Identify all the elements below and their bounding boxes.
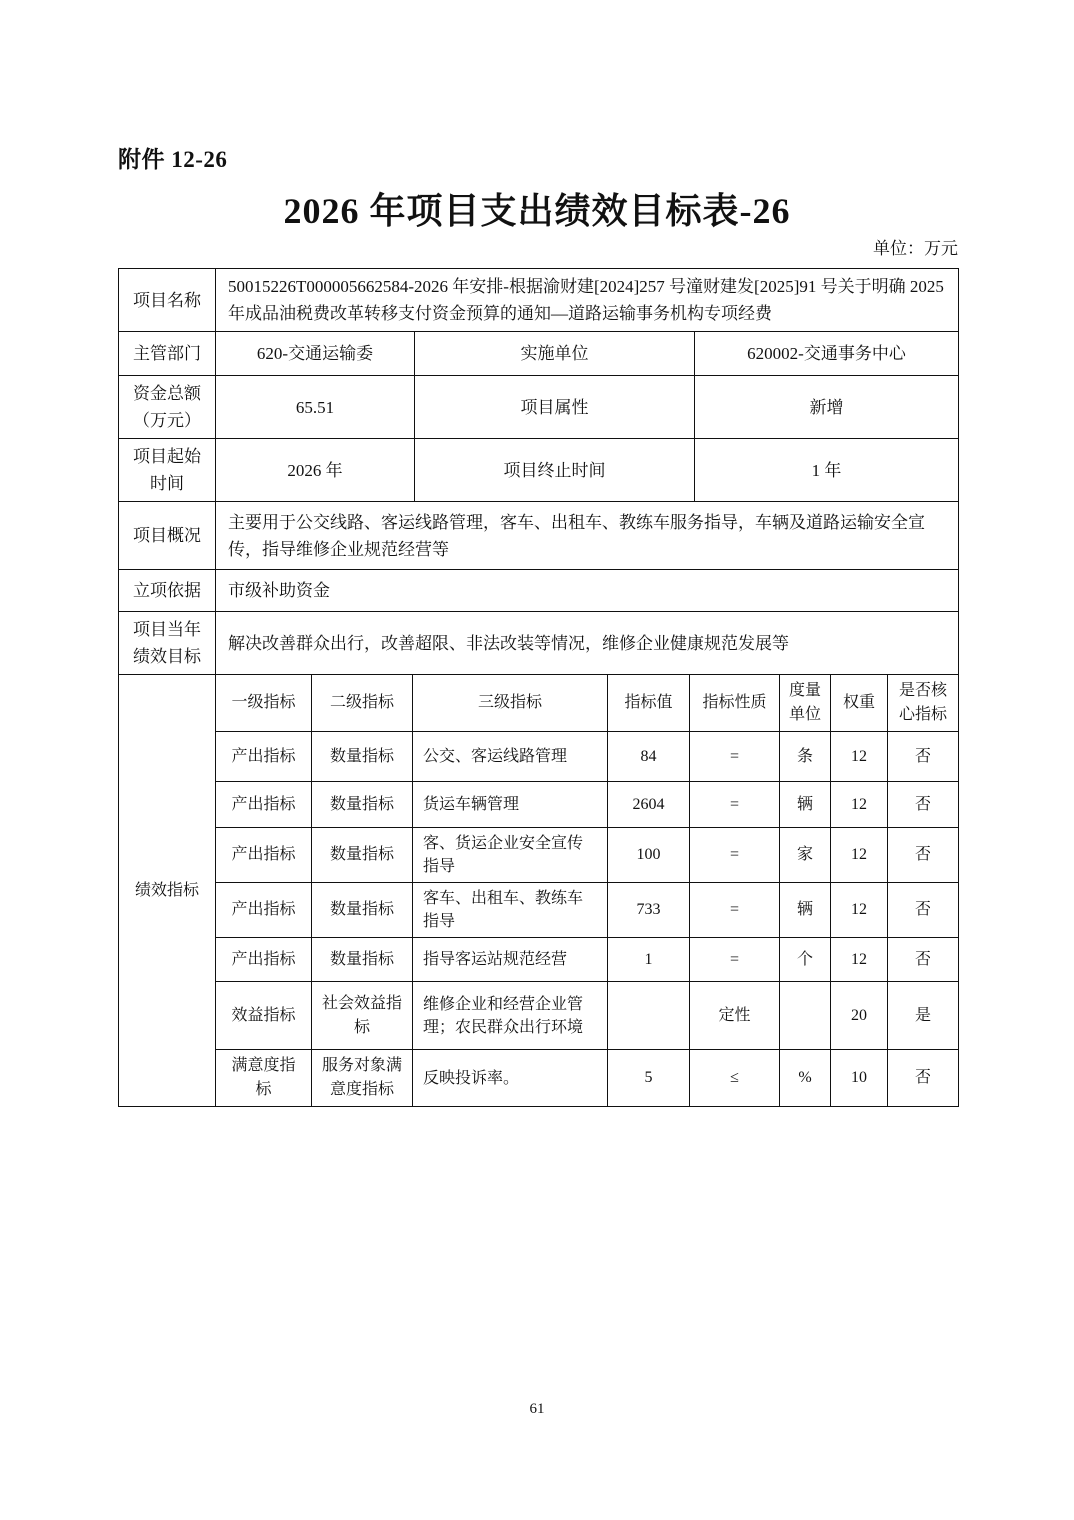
indicator-group-label-cell: 绩效指标 xyxy=(119,675,216,1107)
indicator-cell: = xyxy=(690,938,780,982)
dept-label-cell: 主管部门 xyxy=(119,332,216,376)
basis-label-cell: 立项依据 xyxy=(119,570,216,612)
indicator-cell: 条 xyxy=(780,732,831,782)
indicator-cell: 公交、客运线路管理 xyxy=(413,732,608,782)
impl-label-cell: 实施单位 xyxy=(415,332,695,376)
indicator-cell: 否 xyxy=(888,732,959,782)
indicator-table xyxy=(118,674,959,1107)
indicator-cell: 家 xyxy=(780,828,831,883)
indicator-cell: 定性 xyxy=(690,982,780,1050)
goal-label-cell: 项目当年绩效目标 xyxy=(119,612,216,675)
table-row xyxy=(119,376,959,439)
indicator-cell: = xyxy=(690,883,780,938)
indicator-cell: 个 xyxy=(780,938,831,982)
indicator-header-cell: 二级指标 xyxy=(312,675,413,732)
indicator-header-cell: 指标性质 xyxy=(690,675,780,732)
project-name-value-cell: 50015226T000005662584-2026 年安排-根据渝财建[2024]257 号潼财建发[2025]91 号关于明确 2025 年成品油税费改革转移支付资金预算的通知—道路运输事务机构专项经费 xyxy=(216,269,959,332)
amount-value-cell: 65.51 xyxy=(216,376,415,439)
indicator-cell: 是 xyxy=(888,982,959,1050)
table-row xyxy=(119,332,959,376)
indicator-header-cell: 指标值 xyxy=(608,675,690,732)
project-info-table xyxy=(118,268,959,675)
indicator-cell: 100 xyxy=(608,828,690,883)
indicator-row xyxy=(119,1050,959,1107)
indicator-row xyxy=(119,732,959,782)
indicator-cell: 产出指标 xyxy=(216,732,312,782)
indicator-cell: 12 xyxy=(831,938,888,982)
indicator-cell: 产出指标 xyxy=(216,782,312,828)
attachment-label: 附件 12-26 xyxy=(118,147,228,172)
indicator-cell: 12 xyxy=(831,782,888,828)
indicator-cell: 辆 xyxy=(780,782,831,828)
indicator-cell: ≤ xyxy=(690,1050,780,1107)
amount-label-cell: 资金总额（万元） xyxy=(119,376,216,439)
indicator-cell: 货运车辆管理 xyxy=(413,782,608,828)
table-area xyxy=(118,268,958,1107)
table-row xyxy=(119,439,959,502)
indicator-header-cell: 三级指标 xyxy=(413,675,608,732)
attr-label-cell: 项目属性 xyxy=(415,376,695,439)
indicator-cell: 10 xyxy=(831,1050,888,1107)
indicator-cell: 否 xyxy=(888,938,959,982)
indicator-cell: 20 xyxy=(831,982,888,1050)
indicator-cell: 产出指标 xyxy=(216,938,312,982)
indicator-cell: 服务对象满意度指标 xyxy=(312,1050,413,1107)
indicator-cell: 84 xyxy=(608,732,690,782)
table-row xyxy=(119,269,959,332)
indicator-header-cell: 是否核心指标 xyxy=(888,675,959,732)
indicator-row xyxy=(119,828,959,883)
indicator-row xyxy=(119,883,959,938)
indicator-cell: 客、货运企业安全宣传指导 xyxy=(413,828,608,883)
end-value-cell: 1 年 xyxy=(695,439,959,502)
table-row xyxy=(119,502,959,570)
indicator-header-cell: 一级指标 xyxy=(216,675,312,732)
indicator-cell: % xyxy=(780,1050,831,1107)
page-number: 61 xyxy=(529,1401,545,1417)
indicator-header-row xyxy=(119,675,959,732)
indicator-cell: 否 xyxy=(888,1050,959,1107)
indicator-cell: 社会效益指标 xyxy=(312,982,413,1050)
indicator-cell: 维修企业和经营企业管理；农民群众出行环境 xyxy=(413,982,608,1050)
indicator-cell xyxy=(780,982,831,1050)
indicator-cell: = xyxy=(690,828,780,883)
indicator-cell: 1 xyxy=(608,938,690,982)
basis-value-cell: 市级补助资金 xyxy=(216,570,959,612)
table-row xyxy=(119,612,959,675)
indicator-row xyxy=(119,982,959,1050)
indicator-cell: 12 xyxy=(831,732,888,782)
indicator-cell: 否 xyxy=(888,883,959,938)
indicator-cell xyxy=(608,982,690,1050)
indicator-cell: 5 xyxy=(608,1050,690,1107)
indicator-cell: 数量指标 xyxy=(312,938,413,982)
indicator-cell: 数量指标 xyxy=(312,883,413,938)
indicator-cell: 否 xyxy=(888,828,959,883)
page-title: 2026 年项目支出绩效目标表-26 xyxy=(283,191,791,231)
dept-value-cell: 620-交通运输委 xyxy=(216,332,415,376)
indicator-cell: 数量指标 xyxy=(312,828,413,883)
indicator-cell: 辆 xyxy=(780,883,831,938)
indicator-cell: 12 xyxy=(831,828,888,883)
indicator-cell: 733 xyxy=(608,883,690,938)
impl-value-cell: 620002-交通事务中心 xyxy=(695,332,959,376)
indicator-cell: = xyxy=(690,732,780,782)
unit-note: 单位：万元 xyxy=(873,239,958,258)
attr-value-cell: 新增 xyxy=(695,376,959,439)
indicator-cell: 客车、出租车、教练车指导 xyxy=(413,883,608,938)
indicator-cell: 数量指标 xyxy=(312,782,413,828)
indicator-cell: 产出指标 xyxy=(216,883,312,938)
indicator-row xyxy=(119,782,959,828)
start-label-cell: 项目起始时间 xyxy=(119,439,216,502)
goal-value-cell: 解决改善群众出行，改善超限、非法改装等情况，维修企业健康规范发展等 xyxy=(216,612,959,675)
project-name-label-cell: 项目名称 xyxy=(119,269,216,332)
indicator-cell: 满意度指标 xyxy=(216,1050,312,1107)
overview-value-cell: 主要用于公交线路、客运线路管理，客车、出租车、教练车服务指导，车辆及道路运输安全宣传，指导维修企业规范经营等 xyxy=(216,502,959,570)
indicator-header-cell: 度量单位 xyxy=(780,675,831,732)
indicator-cell: 否 xyxy=(888,782,959,828)
end-label-cell: 项目终止时间 xyxy=(415,439,695,502)
indicator-row xyxy=(119,938,959,982)
indicator-cell: 反映投诉率。 xyxy=(413,1050,608,1107)
indicator-cell: 数量指标 xyxy=(312,732,413,782)
indicator-cell: 12 xyxy=(831,883,888,938)
start-value-cell: 2026 年 xyxy=(216,439,415,502)
indicator-cell: 2604 xyxy=(608,782,690,828)
indicator-cell: 指导客运站规范经营 xyxy=(413,938,608,982)
table-row xyxy=(119,570,959,612)
indicator-cell: = xyxy=(690,782,780,828)
indicator-cell: 效益指标 xyxy=(216,982,312,1050)
overview-label-cell: 项目概况 xyxy=(119,502,216,570)
indicator-cell: 产出指标 xyxy=(216,828,312,883)
indicator-header-cell: 权重 xyxy=(831,675,888,732)
